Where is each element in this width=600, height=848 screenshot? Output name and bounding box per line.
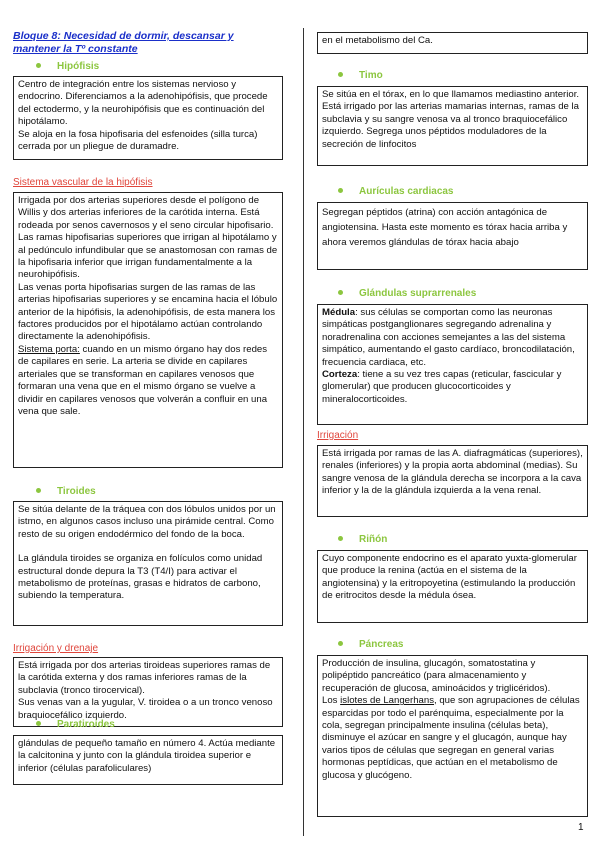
heading-pancreas: Páncreas: [338, 639, 403, 650]
page-number: 1: [578, 822, 584, 833]
box-timo: [317, 86, 588, 166]
corteza-text: : tiene a su vez tres capas (reticular, fascicular y glomerular) que producen glucocorticoides y mineralocorticoides.: [322, 369, 562, 405]
bullet-icon: [338, 188, 343, 193]
box-tiroides: [13, 501, 283, 626]
heading-hipofisis: Hipófisis: [36, 61, 99, 72]
corteza-label: Corteza: [322, 369, 358, 381]
irrigacion-drenaje-text: Está irrigada por dos arterias tiroideas superiores ramas de la carótida externa y dos ramas inferiores ramas de la subclavia (tronco tirocervical). Sus venas van a la yugular, V. tiroidea o a un tronco venoso braquiocefálico izquierdo.: [18, 660, 273, 721]
pancreas-text-2a: Los: [322, 695, 341, 707]
medula-text: : sus células se comportan como las neuronas simpáticas postganglionares segregando adrenalina y noradrenalina con acciones semejantes a las del sistema simpático, aumentando el gasto cardíaco, broncodilatación, frecuencia cardiaca, etc.: [322, 307, 575, 368]
heading-tiroides: Tiroides: [36, 486, 96, 497]
paratiroides-text: glándulas de pequeño tamaño en número 4. Actúa mediante la calcitonina y junto con la glándula tiroidea superior e inferior (células parafoliculares): [18, 738, 276, 774]
box-auriculas: [317, 202, 588, 270]
box-rinon: [317, 550, 588, 623]
tiroides-text-1: Se sitúa delante de la tráquea con dos lóbulos unidos por un istmo, en algunos casos incluso una pirámide central. Como resto de su origen endodérmico del fondo de la boca.: [18, 504, 276, 540]
bullet-icon: [338, 72, 343, 77]
column-divider: [303, 28, 304, 836]
irrigacion-text: Está irrigada por ramas de las A. diafragmáticas (superiores), renales (inferiores) y la propia aorta abdominal (medias). Su sangre venosa de la glándula derecha se incorpora a la cava inferior y la de la glándula izquierda a la vena renal.: [322, 448, 583, 497]
auriculas-text: Segregan péptidos (atrina) con acción antagónica de angiotensina. Hasta este momento es tórax hacia arriba y ahora veremos glándulas de tórax hacia abajo: [322, 207, 568, 248]
timo-text: Se sitúa en el tórax, en lo que llamamos mediastino anterior. Está irrigado por las arterias mamarias internas, ramas de la subclavia y su sangre venosa va al tronco braquiocefálico izquierdo. Segrega unos péptidos moduladores de la secreción de linfocitos: [322, 89, 580, 150]
bullet-icon: [36, 488, 41, 493]
medula-label: Médula: [322, 307, 356, 318]
continuation-text: en el metabolismo del Ca.: [322, 35, 433, 46]
subheading-irrigacion-drenaje: Irrigación y drenaje: [13, 643, 99, 654]
heading-paratiroides: Paratiroides: [36, 719, 115, 730]
box-hipofisis: [13, 76, 283, 160]
islotes-langerhans: islotes de Langerhans: [340, 695, 435, 707]
heading-rinon: Riñón: [338, 534, 387, 545]
bullet-icon: [338, 641, 343, 646]
page-title: Bloque 8: Necesidad de dormir, descansar y mantener la Tº constante: [13, 30, 234, 55]
sistema-porta-label: Sistema porta:: [18, 343, 80, 355]
pancreas-text-2b: , que son agrupaciones de células esparcidas por todo el parénquima, especialmente por la cola, segregan principalmente insulina (células beta), disminuye el azúcar en sangre y el glucagón, aunque hay varios tipos de células que segregan en general varias hormonas peptídicas, que actúan en el metabolismo de glucosa y glucógeno.: [322, 695, 580, 781]
pancreas-text-1: Producción de insulina, glucagón, somatostatina y polipéptido pancreático (para almacenamiento y recuperación de glucosa, aminoácidos y triglicéridos).: [322, 658, 551, 694]
bullet-icon: [338, 536, 343, 541]
sistema-porta-text: cuando en un mismo órgano hay dos redes de capilares en serie. La arteria se divide en capilares arteriales que se transforman en capilares venosos que formaran una vena que en el mismo órgano se vuelve a dividir en capilares venosos que volverán a confluir en una vena que sale.: [18, 343, 268, 417]
heading-auriculas: Aurículas cardiacas: [338, 186, 454, 197]
bullet-icon: [36, 721, 41, 726]
bullet-icon: [338, 290, 343, 295]
bullet-icon: [36, 63, 41, 68]
rinon-text: Cuyo componente endocrino es el aparato yuxta-glomerular que produce la renina (actúa en el sistema de la angiotensina) y la eritropoyetina (estimulando la producción de eritrocitos desde la médula ósea.: [322, 553, 577, 602]
box-irrigacion-drenaje: [13, 657, 283, 727]
heading-timo: Timo: [338, 70, 383, 81]
hipofisis-text: Centro de integración entre los sistemas nervioso y endocrino. Diferenciamos a la adenohipófisis, que procede del ectodermo, y la neurohipófisis que es continuación del hipotálamo. Se aloja en la fosa hipofisaria del esfenoides (silla turca) cerrada por un pliegue de duramadre.: [18, 79, 268, 153]
vascular-text: Irrigada por dos arterias superiores desde el polígono de Willis y dos arterias inferiores de la carótida interna. Está rodeada por senos cavernosos y el seno circular hipofisario. Las ramas hipofisarias superiores que irrigan al hipotálamo y al pedúnculo infundibular que se anastomosan con ramas de la hipofisaria inferior que irrigan fundamentalmente a la neurohipófisis. Las venas porta hipofisarias surgen de las ramas de las arterias hipofisarias superiores y se encamina hacia el lóbulo anterior de la hipófisis, la adenohipófisis, de esta manera los factores producidos por el hipotálamo actúan controlando directamente la adenohipófisis.: [18, 195, 278, 343]
subheading-sistema-vascular: Sistema vascular de la hipófisis: [13, 177, 153, 188]
box-irrigacion: [317, 445, 588, 517]
tiroides-text-2: La glándula tiroides se organiza en folículos como unidad estructural donde depura la T3 (T4/I) para activar el metabolismo de proteínas, grasas e hidratos de carbono, subiendo la temperatura.: [18, 553, 263, 602]
box-sistema-vascular: [13, 192, 283, 468]
box-pancreas: [317, 655, 588, 817]
box-continuation: [317, 32, 588, 54]
box-suprarrenales: [317, 304, 588, 425]
heading-suprarrenales: Glándulas suprarrenales: [338, 288, 476, 299]
box-paratiroides: [13, 735, 283, 785]
subheading-irrigacion: Irrigación: [317, 430, 359, 441]
